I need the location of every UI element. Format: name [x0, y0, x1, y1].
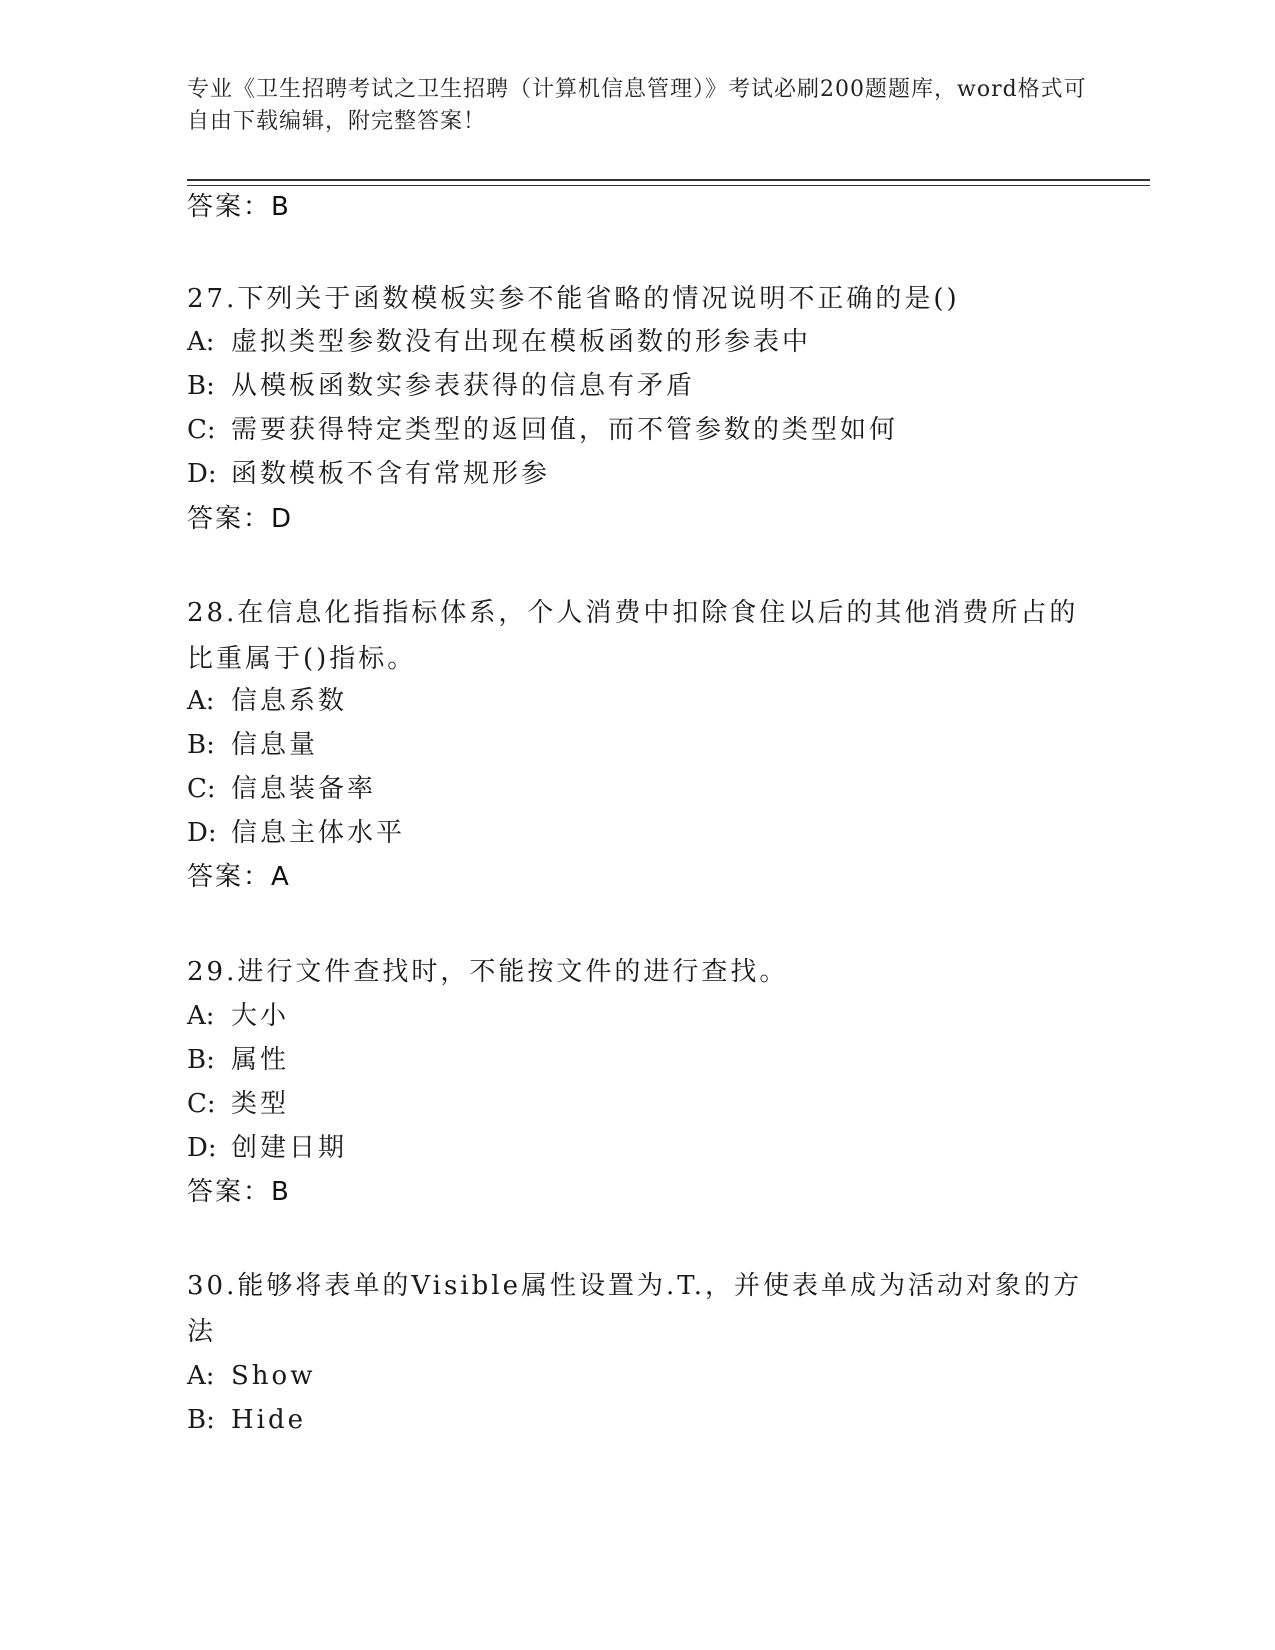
option-key: A:: [187, 1001, 215, 1031]
option-key: C:: [187, 1089, 216, 1119]
question-28-option-c: [187, 769, 376, 809]
question-28-stem: 28.在信息化指指标体系，个人消费中扣除食住以后的其他消费所占的比重属于()指标。: [187, 598, 1079, 674]
question-29-stem: 29.进行文件查找时，不能按文件的进行查找。: [187, 957, 789, 987]
question-29-option-c: [187, 1084, 289, 1124]
option-key: B:: [187, 1405, 215, 1435]
question-27-option-a: [187, 322, 811, 362]
option-text: Show: [231, 1361, 316, 1391]
question-29-option-a: [187, 996, 289, 1036]
option-key: D:: [187, 459, 217, 489]
question-28-option-a: [187, 681, 347, 721]
option-text: 属性: [231, 1045, 290, 1075]
option-text: 从模板函数实参表获得的信息有矛盾: [231, 371, 696, 401]
question-27-option-b: [187, 366, 695, 406]
option-key: A:: [187, 1361, 215, 1391]
option-key: C:: [187, 774, 216, 804]
option-text: 创建日期: [231, 1133, 348, 1163]
option-text: 信息装备率: [231, 774, 377, 804]
answer-q26: 答案：B: [187, 192, 291, 222]
option-text: 类型: [231, 1089, 290, 1119]
option-key: D:: [187, 1133, 217, 1163]
option-text: 信息量: [231, 730, 319, 760]
question-30-stem: 30.能够将表单的Visible属性设置为.T.，并使表单成为活动对象的方法: [187, 1271, 1083, 1347]
option-key: D:: [187, 818, 217, 848]
question-29-option-d: [187, 1128, 347, 1168]
question-27-stem: 27.下列关于函数模板实参不能省略的情况说明不正确的是(): [187, 284, 960, 314]
answer-q29: 答案：B: [187, 1177, 291, 1207]
option-key: C:: [187, 415, 216, 445]
answer-q27: 答案：D: [187, 504, 294, 534]
question-28-option-d: [187, 813, 405, 853]
document-header: 专业《卫生招聘考试之卫生招聘（计算机信息管理）》考试必刷200题题库，word格式可自由下载编辑，附完整答案！: [187, 77, 1087, 134]
option-key: B:: [187, 1045, 215, 1075]
option-text: 信息系数: [231, 686, 348, 716]
answer-q28: 答案：A: [187, 862, 291, 892]
option-key: B:: [187, 371, 215, 401]
option-text: Hide: [231, 1405, 307, 1435]
option-key: A:: [187, 327, 215, 357]
option-text: 大小: [231, 1001, 290, 1031]
question-30-option-b: [187, 1400, 306, 1440]
option-key: A:: [187, 686, 215, 716]
option-text: 函数模板不含有常规形参: [231, 459, 551, 489]
option-text: 需要获得特定类型的返回值，而不管参数的类型如何: [231, 415, 899, 445]
option-text: 信息主体水平: [231, 818, 406, 848]
option-key: B:: [187, 730, 215, 760]
question-28-option-b: [187, 725, 318, 765]
question-27-option-c: [187, 410, 898, 450]
question-29-option-b: [187, 1040, 289, 1080]
header-divider-thick: [187, 179, 1150, 181]
header-divider-thin: [187, 185, 1150, 186]
option-text: 虚拟类型参数没有出现在模板函数的形参表中: [231, 327, 812, 357]
question-30-option-a: [187, 1356, 315, 1396]
question-27-option-d: [187, 454, 550, 494]
